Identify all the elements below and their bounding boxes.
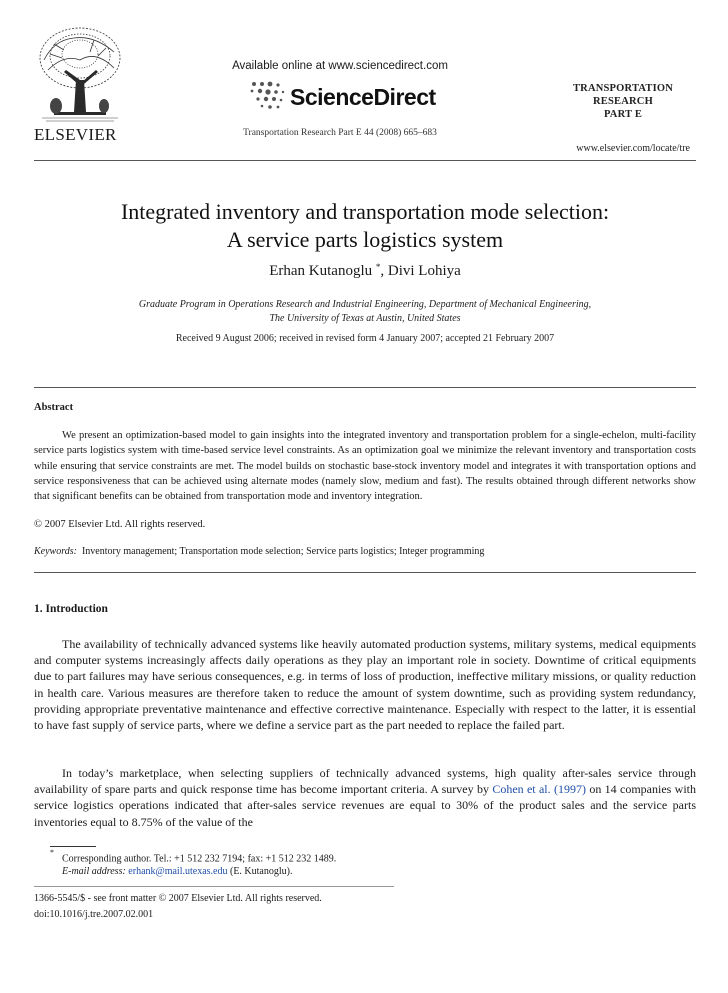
abstract-body: We present an optimization-based model to gain insights into the integrated inventory and transportation problem for a single-echelon, multi-facility service parts logistics system with time-based service level constraints. As an optimization goal we minimize the relevant inventory and transportation costs while ensuring that service constraints are met. The model builds on stochastic base-stock inventory model and integrates it with transportation options and service responsiveness that can be achieved using alternate modes (namely slow, medium and fast). The results obtained through different networks show that significant benefits can be obtained from transportation mode and inventory integration. — [34, 430, 696, 503]
publisher-name: ELSEVIER — [34, 125, 117, 144]
journal-reference: Transportation Research Part E 44 (2008) 665–683 — [243, 128, 437, 138]
issn-line: 1366-5545/$ - see front matter © 2007 Elsevier Ltd. All rights reserved. — [34, 893, 322, 904]
title-line: Integrated inventory and transportation mode selection: — [120, 199, 610, 224]
available-online-text: Available online at www.sciencedirect.com — [232, 60, 448, 72]
paragraph-text: In today’s marketplace, when selecting suppliers of technically advanced systems, high quality after-sales service through availability of spare parts and quick response time has become important criteria. A survey by — [34, 766, 696, 797]
footnote-rule — [50, 846, 96, 847]
header-divider — [34, 160, 696, 161]
abstract-heading: Abstract — [34, 402, 74, 413]
author-footnote-mark[interactable]: * — [375, 262, 381, 272]
email-owner: (E. Kutanoglu). — [227, 866, 293, 877]
footnote-text: Corresponding author. Tel.: +1 512 232 7194; fax: +1 512 232 1489. — [62, 853, 337, 865]
email-link[interactable]: erhank@mail.utexas.edu — [128, 866, 228, 877]
sciencedirect-logo — [248, 80, 438, 112]
citation-link[interactable]: Cohen et al. (1997) — [492, 782, 586, 797]
author-name: , Divi Lohiya — [380, 263, 461, 279]
journal-name-line: RESEARCH — [593, 96, 653, 107]
footnote-email — [62, 866, 292, 877]
section-heading-introduction: 1. Introduction — [34, 603, 108, 615]
email-label: E-mail address: — [62, 866, 126, 877]
article-history-dates: Received 9 August 2006; received in revised form 4 January 2007; accepted 21 February 2007 — [175, 333, 555, 344]
affiliation — [34, 298, 696, 326]
author-list — [34, 263, 696, 280]
sciencedirect-dots-icon — [248, 80, 288, 112]
journal-url-link[interactable]: www.elsevier.com/locate/tre — [576, 143, 690, 154]
doi-line[interactable]: doi:10.1016/j.tre.2007.02.001 — [34, 909, 154, 920]
front-matter-divider — [34, 886, 394, 887]
footnote-corresponding-author — [50, 850, 336, 864]
keywords — [34, 546, 696, 557]
paragraph-text: on 14 companies with service logistics operations indicated that after-sales service revenues are equal to 30% of the product sales and the service parts inventories equal to 8.75% of the value of the — [34, 782, 696, 829]
author-name: Erhan Kutanoglu — [269, 263, 376, 279]
intro-paragraph — [34, 765, 696, 830]
elsevier-tree-logo — [34, 20, 126, 130]
affiliation-line: The University of Texas at Austin, United States — [269, 313, 461, 324]
journal-name — [560, 82, 686, 121]
intro-paragraph: The availability of technically advanced systems like heavily automated production systems, military systems, medical equipments and computer systems increasingly affects daily operations as they play an important role in society. Downtime of critical equipments due to part failures may have serious consequences, e.g. in terms of loss of production, ineffective military missions, or quality reduction in health care. Various measures are therefore taken to reduce the amount of system downtime, such as providing system redundancy, providing appropriate preventative maintenance and effective corrective maintenance. Especially with respect to the latter, it is essential to have fast supply of service parts, where we define a service part as the part needed to replace the failed part. — [34, 637, 696, 733]
keywords-list: Inventory management; Transportation mode selection; Service parts logistics; Integer programming — [81, 546, 485, 557]
affiliation-line: Graduate Program in Operations Research and Industrial Engineering, Department of Mechanical Engineering, — [138, 299, 592, 310]
journal-name-line: PART E — [603, 109, 643, 120]
keywords-label: Keywords: — [34, 546, 77, 557]
abstract-top-divider — [34, 387, 696, 388]
journal-name-line: TRANSPORTATION — [572, 83, 674, 94]
article-title — [34, 198, 696, 254]
title-line: A service parts logistics system — [226, 227, 504, 252]
sciencedirect-wordmark: ScienceDirect — [290, 84, 436, 110]
footnote-mark: * — [50, 848, 54, 857]
abstract-copyright: © 2007 Elsevier Ltd. All rights reserved. — [34, 519, 206, 530]
abstract-bottom-divider — [34, 572, 696, 573]
